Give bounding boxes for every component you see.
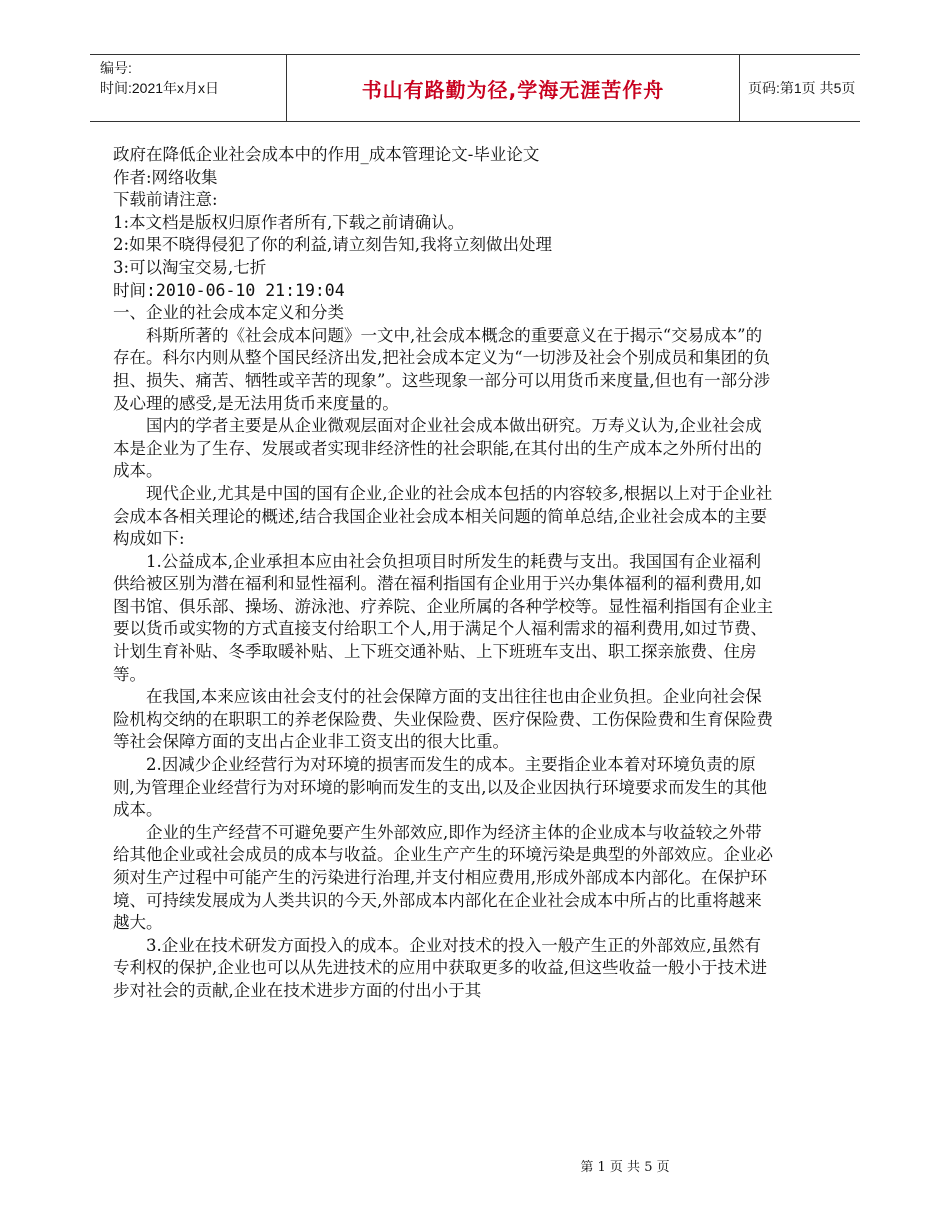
body-paragraph: 3.企业在技术研发方面投入的成本。企业对技术的投入一般产生正的外部效应,虽然有专利权的保护,企业也可以从先进技术的应用中获取更多的收益,但这些收益一般小于技术进步对社会的贡献,企业在技术进步方面的付出小于其 bbox=[113, 935, 767, 1000]
body-paragraph: 1.公益成本,企业承担本应由社会负担项目时所发生的耗费与支出。我国国有企业福利供给被区别为潜在福利和显性福利。潜在福利指国有企业用于兴办集体福利的福利费用,如图书馆、俱乐部、操场、游泳池、疗养院、企业所属的各种学校等。显性福利指国有企业主要以货币或实物的方式直接支付给职工个人,用于满足个人福利需求的福利费用,如过节费、计划生育补贴、冬季取暖补贴、上下班交通补贴、上下班班车支出、职工探亲旅费、住房等。 bbox=[113, 551, 773, 684]
document-header bbox=[90, 54, 860, 122]
header-motto-cell bbox=[286, 55, 740, 121]
header-page-info: 页码:第1页 共5页 bbox=[748, 80, 856, 96]
document-time-label: 时间:2021年x月x日 bbox=[100, 80, 220, 96]
document-title: 政府在降低企业社会成本中的作用_成本管理论文-毕业论文 bbox=[113, 145, 540, 164]
body-paragraph: 2.因减少企业经营行为对环境的损害而发生的成本。主要指企业本着对环境负责的原则,为管理企业经营行为对环境的影响而发生的支出,以及企业因执行环境要求而发生的其他成本。 bbox=[113, 755, 767, 820]
notice-item: 3:可以淘宝交易,七折 bbox=[113, 257, 267, 277]
page-footer: 第 1 页 共 5 页 bbox=[580, 1160, 670, 1175]
section-heading: 一、企业的社会成本定义和分类 bbox=[113, 303, 344, 323]
notice-item: 2:如果不晓得侵犯了你的利益,请立刻告知,我将立刻做出处理 bbox=[113, 235, 553, 255]
document-number-label: 编号: bbox=[100, 60, 132, 76]
timestamp-line: 时间:2010-06-10 21:19:04 bbox=[113, 280, 345, 300]
body-paragraph: 现代企业,尤其是中国的国有企业,企业的社会成本包括的内容较多,根据以上对于企业社会成本各相关理论的概述,结合我国企业社会成本相关问题的简单总结,企业社会成本的主要构成如下: bbox=[113, 483, 773, 549]
header-meta bbox=[90, 55, 286, 121]
body-paragraph: 科斯所著的《社会成本问题》一文中,社会成本概念的重要意义在于揭示“交易成本”的存在。科尔内则从整个国民经济出发,把社会成本定义为“一切涉及社会个别成员和集团的负担、损失、痛苦、牺牲或辛苦的现象”。这些现象一部分可以用货币来度量,但也有一部分涉及心理的感受,是无法用货币来度量的。 bbox=[113, 325, 771, 413]
notice-heading: 下载前请注意: bbox=[113, 190, 218, 210]
document-body bbox=[113, 144, 773, 1003]
body-paragraph: 国内的学者主要是从企业微观层面对企业社会成本做出研究。万寿义认为,企业社会成本是企业为了生存、发展或者实现非经济性的社会职能,在其付出的生产成本之外所付出的成本。 bbox=[113, 416, 762, 481]
notice-item: 1:本文档是版权归原作者所有,下载之前请确认。 bbox=[113, 212, 465, 232]
author-line: 作者:网络收集 bbox=[113, 167, 218, 187]
header-motto: 书山有路勤为径,学海无涯苦作舟 bbox=[361, 77, 665, 102]
body-paragraph: 在我国,本来应该由社会支付的社会保障方面的支出往往也由企业负担。企业向社会保险机构交纳的在职职工的养老保险费、失业保险费、医疗保险费、工伤保险费和生育保险费等社会保障方面的支出占企业非工资支出的很大比重。 bbox=[113, 687, 773, 752]
body-paragraph: 企业的生产经营不可避免要产生外部效应,即作为经济主体的企业成本与收益较之外带给其他企业或社会成员的成本与收益。企业生产产生的环境污染是典型的外部效应。企业必须对生产过程中可能产生的污染进行治理,并支付相应费用,形成外部成本内部化。在保护环境、可持续发展成为人类共识的今天,外部成本内部化在企业社会成本中所占的比重将越来越大。 bbox=[113, 822, 773, 933]
